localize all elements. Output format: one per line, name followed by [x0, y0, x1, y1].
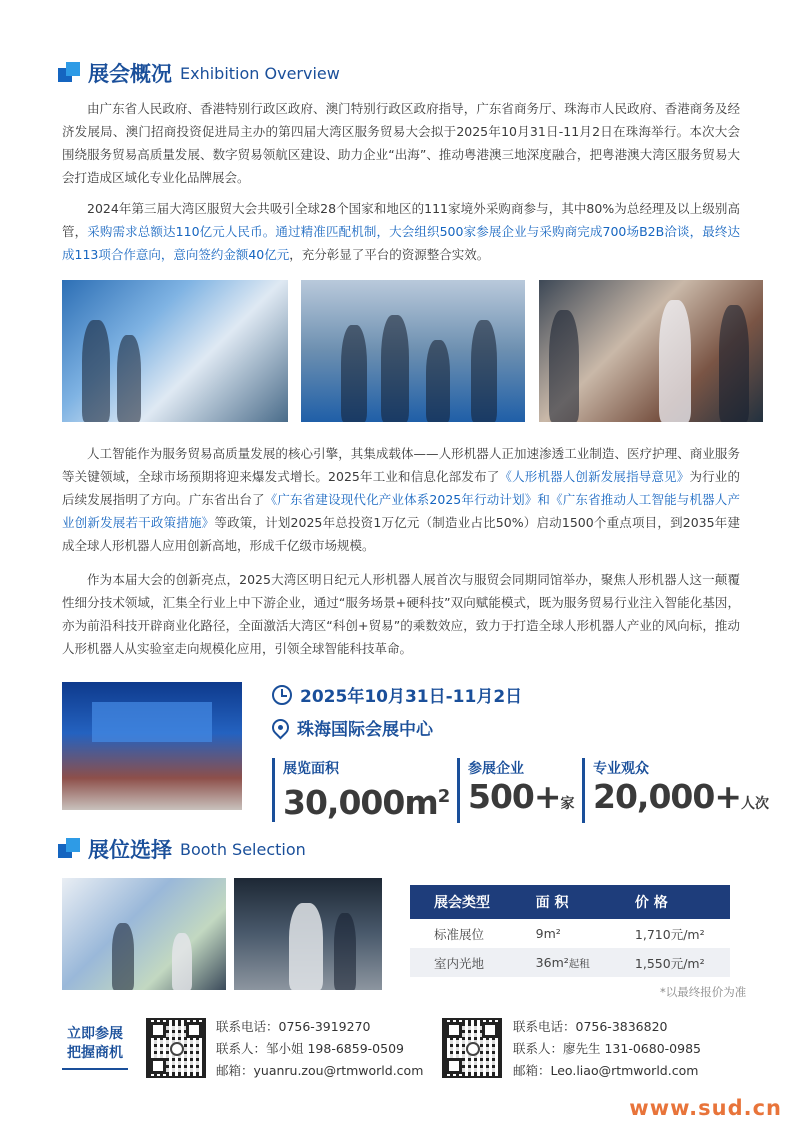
clock-icon — [272, 685, 292, 705]
stat-value: 20,000+ — [593, 777, 741, 816]
contact-email[interactable]: 邮箱：Leo.liao@rtmworld.com — [513, 1063, 699, 1078]
p3-text-c: 为行业的后续发展指明了方向。广东省出台了 — [62, 469, 740, 507]
p2-text-c: ，充分彰显了平台的资源整合实效。 — [289, 247, 490, 262]
booth-header — [58, 834, 306, 864]
stat-exhibitors — [457, 758, 575, 823]
booth-title-en: Booth Selection — [180, 839, 306, 859]
footer-watermark-url[interactable]: www.sud.cn — [629, 1096, 782, 1120]
overview-title-en: Exhibition Overview — [180, 63, 340, 83]
overview-paragraph-2 — [62, 197, 740, 266]
overview-header — [58, 58, 340, 88]
photo-conference-hall — [62, 682, 242, 810]
p2-text-a: 2024年第三届大湾区服贸大会共吸引全球28个国家和地区的111家境外采购商参与，其中80%为总经理及以上级别高管， — [62, 201, 740, 239]
cta-underline — [62, 1068, 128, 1070]
location-pin-icon — [268, 715, 292, 739]
stat-visitors — [582, 758, 769, 823]
stat-unit: 家 — [560, 796, 575, 812]
cell-type: 室内光地 — [410, 948, 512, 977]
contact-phone: 联系电话：0756-3836820 — [513, 1019, 668, 1034]
col-header-area: 面 积 — [512, 885, 611, 919]
call-to-action — [62, 1025, 128, 1063]
cta-line-1: 立即参展 — [67, 1026, 123, 1042]
col-header-type: 展会类型 — [410, 885, 512, 919]
cell-area — [512, 919, 611, 948]
section-square-icon — [58, 62, 80, 84]
qr-code-icon[interactable] — [442, 1018, 502, 1078]
stat-value: 30,000m — [283, 783, 438, 822]
overview-paragraph-4: 作为本届大会的创新亮点，2025大湾区明日纪元人形机器人展首次与服贸会同期同馆举办，聚焦人形机器人这一颠覆性细分技术领域，汇集全行业上中下游企业，通过“服务场景+硬科技”双向赋能模式，既为服务贸易行业注入智能化基因，亦为前沿科技开辟商业化路径，全面激活大湾区“科创+贸易”的乘数效应，致力于打造全球人形机器人产业的风向标，推动人形机器人从实验室走向规模化应用，引领全球智能科技革命。 — [62, 572, 740, 656]
event-date-row — [272, 682, 522, 707]
photo-visitors-robot — [301, 280, 525, 422]
photo-booth-exhibit — [62, 878, 226, 990]
qr-code-icon[interactable] — [146, 1018, 206, 1078]
p2-highlight: 采购需求总额达110亿元人民币。通过精准匹配机制，大会组织500家参展企业与采购商完成700场B2B洽谈，最终达成113项合作意向，意向签约金额40亿元 — [62, 224, 740, 262]
contact-block-2 — [513, 1016, 701, 1082]
event-venue-row — [272, 715, 433, 740]
table-row — [410, 919, 730, 948]
cta-line-2: 把握商机 — [67, 1045, 123, 1061]
event-date: 2025年10月31日-11月2日 — [300, 687, 523, 707]
photo-robot-walking — [234, 878, 382, 990]
table-row — [410, 948, 730, 977]
stat-label: 专业观众 — [593, 761, 649, 777]
overview-paragraph-3 — [62, 442, 740, 557]
area-value: 9m² — [535, 926, 561, 941]
photo-robot-exhibit — [62, 280, 288, 422]
contact-email[interactable]: 邮箱：yuanru.zou@rtmworld.com — [216, 1063, 424, 1078]
area-note: 起租 — [568, 957, 590, 970]
stat-area — [272, 758, 449, 822]
stat-value: 500+ — [468, 777, 561, 816]
contact-phone: 联系电话：0756-3919270 — [216, 1019, 371, 1034]
stat-label: 展览面积 — [283, 761, 339, 777]
p3-highlight-2: 《广东省建设现代化产业体系2025年行动计划》和《广东省推动人工智能与机器人产业创新发展若干政策措施》 — [62, 492, 740, 530]
booth-title-zh: 展位选择 — [88, 838, 172, 862]
col-header-price: 价 格 — [611, 885, 730, 919]
cell-area — [512, 948, 611, 977]
section-square-icon — [58, 838, 80, 860]
booth-price-table — [410, 885, 730, 977]
contact-person: 联系人：廖先生 131-0680-0985 — [513, 1041, 701, 1056]
event-venue: 珠海国际会展中心 — [297, 720, 433, 740]
overview-paragraph-1: 由广东省人民政府、香港特别行政区政府、澳门特别行政区政府指导，广东省商务厅、珠海市人民政府、香港商务及经济发展局、澳门招商投资促进局主办的第四届大湾区服务贸易大会拟于2025年10月31日-11月2日在珠海举行。本次大会围绕服务贸易高质量发展、数字贸易领航区建设、助力企业“出海”、推动粤港澳三地深度融合，把粤港澳大湾区服务贸易大会打造成区域化专业化品牌展会。 — [62, 101, 740, 185]
p3-text-e: 等政策，计划2025年总投资1万亿元（制造业占比50%）启动1500个重点项目，到2035年建成全球人形机器人应用创新高地，形成千亿级市场规模。 — [62, 515, 740, 553]
overview-title-zh: 展会概况 — [88, 62, 172, 86]
table-header-row — [410, 885, 730, 919]
stat-label: 参展企业 — [468, 761, 524, 777]
contact-person: 联系人：邹小姐 198-6859-0509 — [216, 1041, 404, 1056]
cell-type: 标准展位 — [434, 926, 485, 942]
stat-sup: 2 — [437, 786, 450, 807]
cell-price: 1,550元/m² — [611, 948, 730, 977]
p3-highlight-1: 《人形机器人创新发展指导意见》 — [499, 469, 690, 484]
cell-price: 1,710元/m² — [634, 926, 705, 942]
p3-text-a: 人工智能作为服务贸易高质量发展的核心引擎，其集成载体——人形机器人正加速渗透工业制造、医疗护理、商业服务等关键领域，全球市场预期将迎来爆发式增长。2025年工业和信息化部发布了 — [62, 446, 740, 484]
area-value: 36m² — [535, 954, 569, 970]
contact-block-1 — [216, 1016, 423, 1082]
photo-humanoid-crowd — [539, 280, 763, 422]
price-note: *以最终报价为准 — [660, 985, 747, 999]
stat-unit: 人次 — [741, 796, 769, 812]
